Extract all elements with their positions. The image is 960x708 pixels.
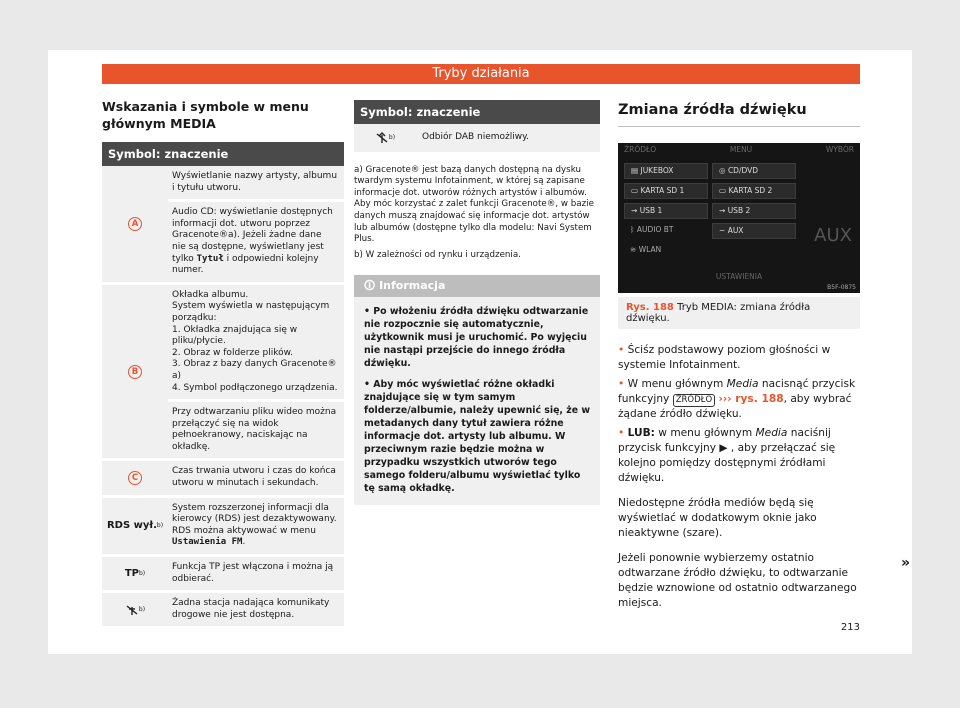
rds-off-symbol: RDS wył. [106,520,157,532]
table-row [102,166,344,285]
row-b-text2: Przy odtwarzaniu pliku wideo można przełączyć się na widok pełnoekranowy, naciskając na okładkę. [168,399,344,458]
manual-page [48,50,912,654]
symbols-column [102,98,344,629]
table-row: RDS wył. b) System rozszerzonej informacji dla kierowcy (RDS) jest dezaktywowany. RDS można aktywować w menu Ustawienia FM. [102,498,344,557]
settings-label[interactable]: USTAWIENIA [715,272,763,281]
figure-reference-link[interactable]: ››› rys. 188 [718,393,784,405]
row-b-text1: Okładka albumu. System wyświetla w następującym porządku: 1. Okładka znajdująca się w pliku/płycie. 2. Obraz w folderze plików. 3. Obraz z bazy danych Gracenote® a) 4. Symbol podłączonego urządzenia. [172,289,338,393]
step-bullet: • W menu głównym Media nacisnąć przycisk funkcyjny ŹRÓDŁO ››› rys. 188, aby wybrać żądane źródło dźwięku. [618,378,856,420]
section-title: Zmiana źródła dźwięku [618,100,860,127]
page-number: 213 [840,622,860,633]
jukebox-icon: ▤ [631,166,639,175]
no-dab-icon [375,132,389,144]
footnotes: a) Gracenote® jest bazą danych dostępną na dysku twardym systemu Infotainment, w której są zapisane informacje dot. utworów różnych artystów i albumów. Aby móc korzystać z zalet funkcji Gracenote®, w bazie danych muszą znajdować się informacje dot. artystów lub albumów (dostępne tylko dla modelu: Navi System Plus. b) W zależności od rynku i urządzenia. [354,164,594,260]
callout-a: A [128,217,142,231]
aux-icon: ~ [719,226,726,235]
continue-arrow: » [900,555,910,571]
section-header: Tryby działania [102,64,860,84]
symbols-heading: Wskazania i symbole w menu głównym MEDIA [102,99,309,131]
table-row [102,285,344,462]
figure-caption: Rys. 188 Tryb MEDIA: zmiana źródła dźwięku. [618,297,860,329]
step-bullet: • Ściśz podstawowy poziom głośności w systemie Infotainment. [618,344,831,371]
aux-button[interactable]: ~ AUX [712,223,796,239]
row-a-text1: Wyświetlanie nazwy artysty, albumu i tytułu utworu. [172,171,338,193]
sd-card-1-button[interactable]: ▭ KARTA SD 1 [624,183,708,199]
wifi-icon: ≋ [630,245,637,254]
infotainment-screen: ŹRÓDŁO MENU WYBÓR ▤ JUKEBOX ◎ CD/DVD ▭ KARTA SD 1 ▭ KARTA SD 2 ⇝ USB 1 ⇝ USB 2 ᛒ AUDIO BT ~ AUX ≋ WLAN AUX USTAWIENIA B5F-0875 [618,143,860,293]
info-box: 🛈 Informacja • Po włożeniu źródła dźwięku odtwarzanie nie rozpocznie się automatycznie, użytkownik musi je uruchomić. Po wyjęciu nie nastąpi przejście do innego źródła dźwięku. • Aby móc wyświetlać różne okładki znajdujące się w tym samym folderze/albumie, należy upewnić się, że w metadanych dany tytuł zawiera różne informacje dot. artysty lub albumu. W przeciwnym razie będzie można w przypadku wszystkich utworów tego samego folderu/albumu wyświetlać tylko tę samą okładkę. [354,275,600,505]
bluetooth-icon: ᛒ [630,225,635,234]
info-icon: 🛈 [364,279,376,293]
audio-bt-button[interactable]: ᛒ AUDIO BT [630,225,674,234]
sd-card-icon: ▭ [631,186,639,195]
table-row: b) Żadna stacja nadająca komunikaty drogowe nie jest dostępna. [102,593,344,629]
wlan-button[interactable]: ≋ WLAN [630,245,662,254]
paragraph: Jeżeli ponownie wybierzemy ostatnio odtwarzane źródło dźwięku, to odtwarzanie będzie wznowione od ostatnio odtwarzanego miejsca. [618,552,857,609]
sd-card-icon: ▭ [719,186,727,195]
step-bullet: • LUB: w menu głównym Media naciśnij przycisk funkcyjny ▶ , aby przełączać się kolejno pomiędzy dostępnymi źródłami dźwięku. [618,427,836,484]
table-row: b) Odbiór DAB niemożliwy. [354,124,600,155]
dab-table-head: Symbol: znaczenie [354,100,600,124]
usb-icon: ⇝ [719,206,726,215]
table-row: C Czas trwania utworu i czas do końca utworu w minutach i sekundach. [102,461,344,497]
disc-icon: ◎ [719,166,726,175]
jukebox-button[interactable]: ▤ JUKEBOX [624,163,708,179]
row-a-text2: Audio CD: wyświetlanie dostępnych informacji dot. utworu poprzez Gracenote®a). Jeżeli żadne dane nie są dostępne, wyświetlany jest tylko Tytuł i odpowiedni kolejny numer. [168,199,344,282]
sd-card-2-button[interactable]: ▭ KARTA SD 2 [712,183,796,199]
middle-column [354,100,600,505]
paragraph: Niedostępne źródła mediów będą się wyświetlać w dodatkowym oknie jako nieaktywne (szare). [618,497,817,539]
no-traffic-station-icon [125,604,139,616]
table-row: TP b) Funkcja TP jest włączona i można ją odbierać. [102,557,344,593]
symbols-table-head: Symbol: znaczenie [102,142,344,166]
right-column [618,100,860,611]
aux-background-label: AUX [814,225,852,246]
callout-b: B [128,365,142,379]
tp-symbol: TP [124,568,139,580]
figure-code: B5F-0875 [827,284,856,291]
source-key: ŹRÓDŁO [673,394,715,407]
usb-1-button[interactable]: ⇝ USB 1 [624,203,708,219]
callout-c: C [128,471,142,485]
cd-dvd-button[interactable]: ◎ CD/DVD [712,163,796,179]
usb-2-button[interactable]: ⇝ USB 2 [712,203,796,219]
usb-icon: ⇝ [631,206,638,215]
